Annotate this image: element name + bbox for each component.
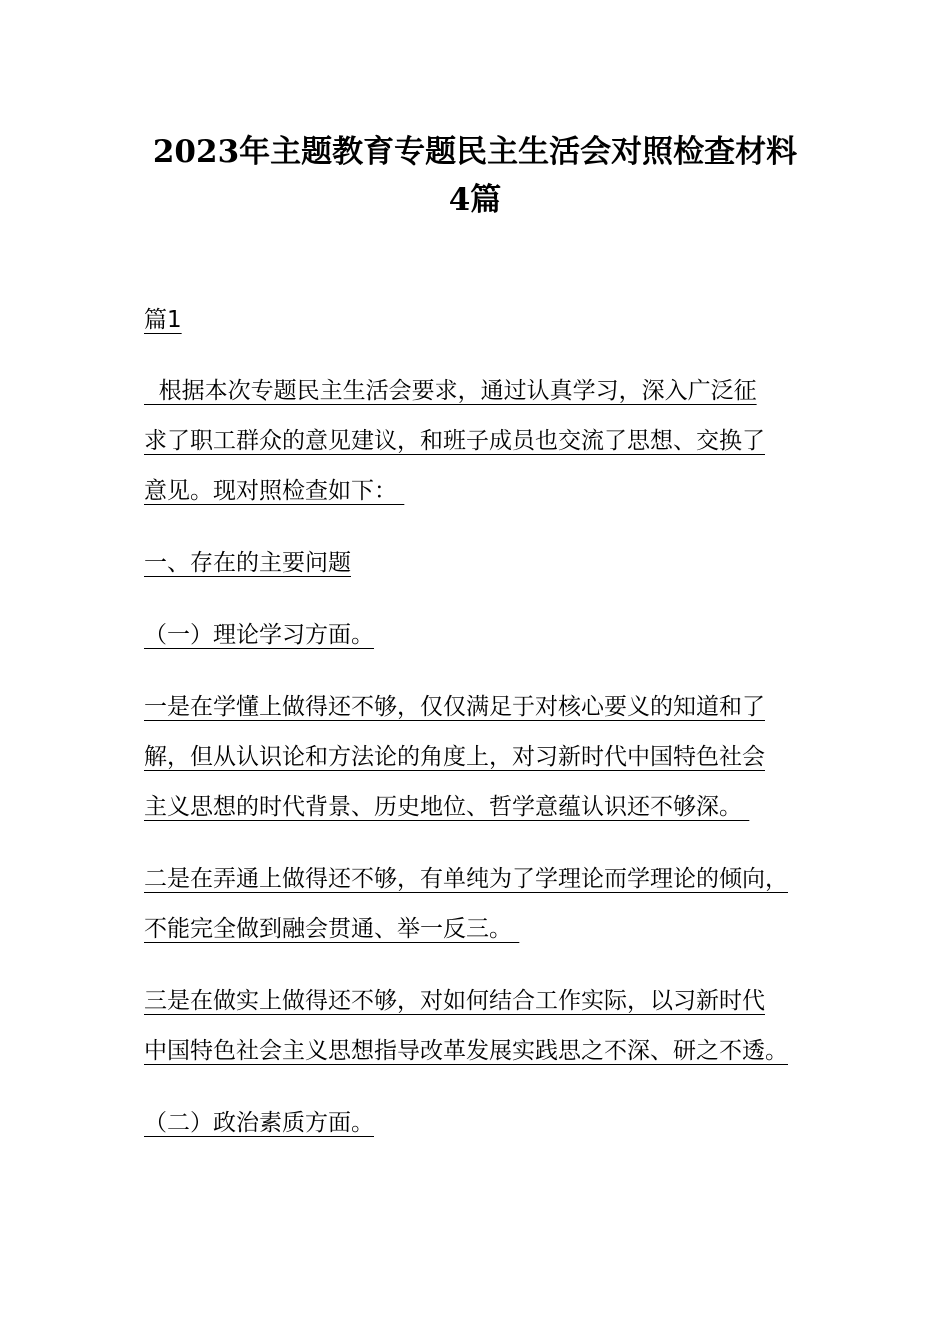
- point-1-line-3: 主义思想的时代背景、历史地位、哲学意蕴认识还不够深。: [144, 794, 750, 820]
- intro-line-2: 求了职工群众的意见建议，和班子成员也交流了思想、交换了: [144, 428, 765, 454]
- point-3-line-2: 中国特色社会主义思想指导改革发展实践思之不深、研之不透。: [144, 1038, 788, 1064]
- document-title-line-1: 2023年主题教育专题民主生活会对照检查材料: [152, 134, 798, 170]
- subheading-theory-study: （一）理论学习方面。: [144, 622, 374, 648]
- subheading-political-quality: （二）政治素质方面。: [144, 1110, 374, 1136]
- section-label: 篇1: [144, 307, 182, 333]
- point-1-line-2: 解，但从认识论和方法论的角度上，对习新时代中国特色社会: [144, 744, 765, 770]
- point-2-line-2: 不能完全做到融会贯通、举一反三。: [144, 916, 520, 942]
- document-title-line-2: 4篇: [448, 182, 502, 218]
- intro-line-1: 根据本次专题民主生活会要求，通过认真学习，深入广泛征: [144, 378, 757, 404]
- point-2-line-1: 二是在弄通上做得还不够，有单纯为了学理论而学理论的倾向，: [144, 866, 788, 892]
- point-3-line-1: 三是在做实上做得还不够，对如何结合工作实际，以习新时代: [144, 988, 765, 1014]
- main-heading: 一、存在的主要问题: [144, 550, 351, 576]
- intro-line-3: 意见。现对照检查如下：: [144, 478, 405, 504]
- point-1-line-1: 一是在学懂上做得还不够，仅仅满足于对核心要义的知道和了: [144, 694, 765, 720]
